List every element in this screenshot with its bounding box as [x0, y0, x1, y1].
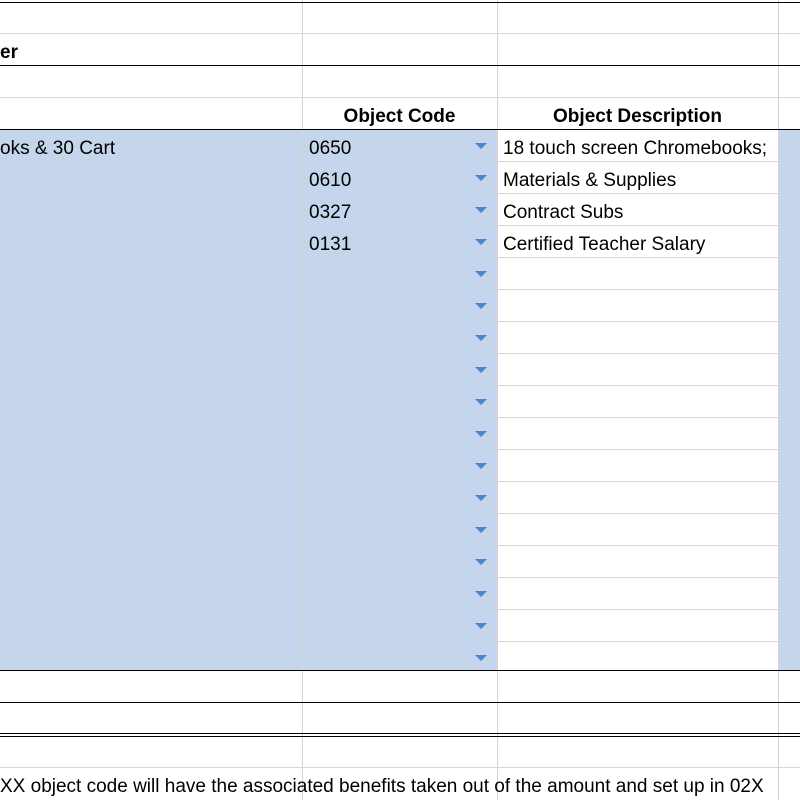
- object-code-cell[interactable]: 0131: [309, 234, 352, 255]
- row-gridline: [497, 481, 778, 482]
- object-code-cell[interactable]: 0610: [309, 170, 352, 191]
- double-border-top: [0, 733, 800, 734]
- dropdown-arrow-icon[interactable]: [475, 591, 487, 597]
- row-gridline: [497, 225, 778, 226]
- dropdown-arrow-icon[interactable]: [475, 143, 487, 149]
- row-gridline: [497, 641, 778, 642]
- row-gridline: [0, 33, 800, 34]
- row-gridline: [497, 449, 778, 450]
- row-gridline: [497, 609, 778, 610]
- row-gridline: [497, 321, 778, 322]
- dropdown-arrow-icon[interactable]: [475, 367, 487, 373]
- dropdown-arrow-icon[interactable]: [475, 335, 487, 341]
- dropdown-arrow-icon[interactable]: [475, 463, 487, 469]
- dropdown-arrow-icon[interactable]: [475, 623, 487, 629]
- row-gridline: [497, 161, 778, 162]
- object-description-header: Object Description: [553, 106, 722, 127]
- row-gridline: [497, 257, 778, 258]
- object-description-cell[interactable]: 18 touch screen Chromebooks;: [503, 138, 768, 159]
- row-gridline: [497, 385, 778, 386]
- object-code-cell[interactable]: 0327: [309, 202, 352, 223]
- dropdown-arrow-icon[interactable]: [475, 271, 487, 277]
- footer-note: XX object code will have the associated benefits taken out of the amount and set up in 02X: [0, 776, 764, 797]
- object-description-cell[interactable]: Contract Subs: [503, 202, 624, 223]
- row-border: [0, 65, 800, 66]
- row-gridline: [497, 545, 778, 546]
- table-bottom-border: [0, 670, 800, 671]
- double-border-bottom: [0, 736, 800, 737]
- dropdown-arrow-icon[interactable]: [475, 303, 487, 309]
- row-gridline: [497, 417, 778, 418]
- highlight-right-column: [778, 130, 800, 670]
- object-description-cell[interactable]: Certified Teacher Salary: [503, 234, 706, 255]
- header-bottom-border: [0, 129, 800, 130]
- dropdown-arrow-icon[interactable]: [475, 175, 487, 181]
- dropdown-arrow-icon[interactable]: [475, 399, 487, 405]
- row-gridline: [497, 353, 778, 354]
- dropdown-arrow-icon[interactable]: [475, 527, 487, 533]
- dropdown-arrow-icon[interactable]: [475, 239, 487, 245]
- object-code-header: Object Code: [343, 106, 456, 127]
- highlight-item-column: [0, 130, 497, 670]
- item-cell[interactable]: oks & 30 Cart: [0, 138, 116, 159]
- dropdown-arrow-icon[interactable]: [475, 431, 487, 437]
- dropdown-arrow-icon[interactable]: [475, 559, 487, 565]
- section-label: er: [0, 42, 18, 63]
- column-divider: [778, 0, 779, 800]
- row-gridline: [0, 97, 800, 98]
- row-gridline: [497, 193, 778, 194]
- row-border: [0, 2, 800, 3]
- dropdown-arrow-icon[interactable]: [475, 495, 487, 501]
- row-border: [0, 702, 800, 703]
- object-description-cell[interactable]: Materials & Supplies: [503, 170, 677, 191]
- dropdown-arrow-icon[interactable]: [475, 207, 487, 213]
- row-gridline: [497, 513, 778, 514]
- row-gridline: [0, 767, 800, 768]
- row-gridline: [497, 289, 778, 290]
- dropdown-arrow-icon[interactable]: [475, 655, 487, 661]
- row-gridline: [497, 577, 778, 578]
- object-code-cell[interactable]: 0650: [309, 138, 352, 159]
